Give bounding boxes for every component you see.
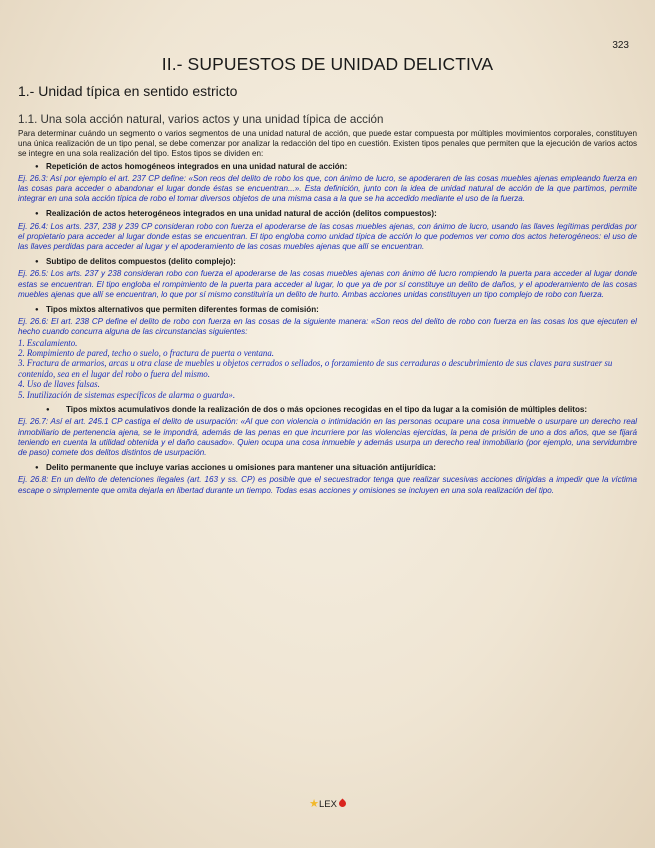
- page-number: 323: [612, 40, 629, 51]
- bullet-heading: ● Repetición de actos homogéneos integrados en una unidad natural de acción:: [18, 162, 637, 172]
- bullet-heading: ● Tipos mixtos alternativos que permiten diferentes formas de comisión:: [18, 305, 637, 315]
- legal-list-item: 4. Uso de llaves falsas.: [18, 379, 100, 390]
- legal-list-item: 2. Rompimiento de pared, techo o suelo, o fractura de puerta o ventana.: [18, 348, 275, 359]
- example-paragraph: Ej. 26.3: Así por ejemplo el art. 237 CP define: «Son reos del delito de robo los que, con ánimo de lucro, se apoderaren de las cosas muebles ajenas empleando fuerza en las cosas para acceder o abandonar el lugar donde éstas se encuentran...». Esta definición, junto con la idea de unidad natural de acción de la que partimos, permite integrar en una sola acción típica de robo el tomar diversos objetos de una misma casa a la que se ha accedido mediante el uso de la fuerza.: [18, 173, 637, 204]
- bullet-heading: ● Tipos mixtos acumulativos donde la realización de dos o más opciones recogidas en el tipo da lugar a la comisión de múltiples delitos:: [18, 405, 637, 415]
- example-paragraph: Ej. 26.4: Los arts. 237, 238 y 239 CP consideran robo con fuerza el apoderarse de las cosas muebles ajenas, con ánimo de lucro, usando las llaves legítimas perdidas por el propietario para acceder al lugar donde estas se encuentran. El tipo engloba como unidad típica de acción lo que podemos ver como dos actos heterogéneos: el uso de las llaves perdidas para acceder al lugar y el apoderamiento de las cosas muebles ajenas que allí se encuentran.: [18, 221, 637, 252]
- example-paragraph: Ej. 26.8: En un delito de detenciones ilegales (art. 163 y ss. CP) es posible que el secuestrador tenga que realizar sucesivas acciones dirigidas a impedir que la víctima escape o simplemente que omita dejarla en libertad durante un tiempo. Todas esas acciones y omisiones se incluyen en una sola realización del tipo.: [18, 475, 637, 495]
- legal-list-item: 3. Fractura de armarios, arcas u otra clase de muebles u objetos cerrados o sellados, o forzamiento de sus cerraduras o descubrimiento de sus claves para sustraer su contenido, sea en el lugar del robo o fuera del mismo.: [18, 358, 613, 379]
- star-icon: ★: [309, 798, 319, 810]
- example-paragraph: Ej. 26.6: El art. 238 CP define el delito de robo con fuerza en las cosas de la siguiente manera: «Son reos del delito de robo con fuerza en las cosas los que ejecuten el hecho cuando concurra alguna de las circunstancias siguientes:: [18, 317, 637, 337]
- intro-paragraph: Para determinar cuándo un segmento o varios segmentos de una unidad natural de acción, que puede estar compuesta por múltiples movimientos corporales, constituyen una única realización de un tipo penal, se debe comenzar por analizar la redacción del tipo en cuestión. Existen tipos penales que permiten que la ejecución de varios actos se integre en una sola realización del tipo. Estos tipos se dividen en:: [18, 129, 637, 159]
- subsection-title: 1.1. Una sola acción natural, varios actos y una unidad típica de acción: [18, 113, 384, 126]
- section-title: 1.- Unidad típica en sentido estricto: [18, 83, 238, 99]
- bullet-heading: ● Subtipo de delitos compuestos (delito complejo):: [18, 257, 637, 267]
- bullet-heading: ● Delito permanente que incluye varias acciones u omisiones para mantener una situación antijurídica:: [18, 463, 637, 473]
- drop-icon: [337, 799, 347, 809]
- example-paragraph: Ej. 26.7: Así el art. 245.1 CP castiga el delito de usurpación: «Al que con violencia o intimidación en las personas ocupare una cosa inmueble o usurpare un derecho real inmobiliario de pertenencia ajena, se le impondrá, además de las penas en que incurriere por las violencias ejercidas, la pena de prisión de uno a dos años, que se fijará teniendo en cuenta la utilidad obtenida y el daño causado». Quien ocupa una cosa inmueble y además usurpa un derecho real inmobiliario (por ejemplo, una servidumbre de paso) comete dos delitos distintos de usurpación.: [18, 417, 637, 457]
- legal-list-item: 1. Escalamiento.: [18, 337, 78, 348]
- chapter-title: II.- SUPUESTOS DE UNIDAD DELICTIVA: [161, 54, 494, 74]
- example-paragraph: Ej. 26.5: Los arts. 237 y 238 consideran robo con fuerza el apoderarse de las cosas muebles ajenas con ánimo dé lucro rompiendo la puerta para acceder al lugar donde estas se encuentran. El tipo engloba el rompimiento de la puerta para acceder al lugar, lo que ya de por sí constituye un delito de daños, y el apoderamiento de las cosas muebles ajenas que allí se encuentran, lo que por sí mismo constituiría un delito de hurto. Ambas acciones unidas constituyen un tipo complejo de robo con fuerza.: [18, 269, 637, 299]
- footer-logo: [0, 797, 655, 810]
- legal-list-item: 5. Inutilización de sistemas específicos de alarma o guarda».: [18, 389, 236, 400]
- footer-text: LEX: [318, 799, 337, 810]
- bullet-heading: ● Realización de actos heterogéneos integrados en una unidad natural de acción (delitos compuestos):: [18, 209, 637, 219]
